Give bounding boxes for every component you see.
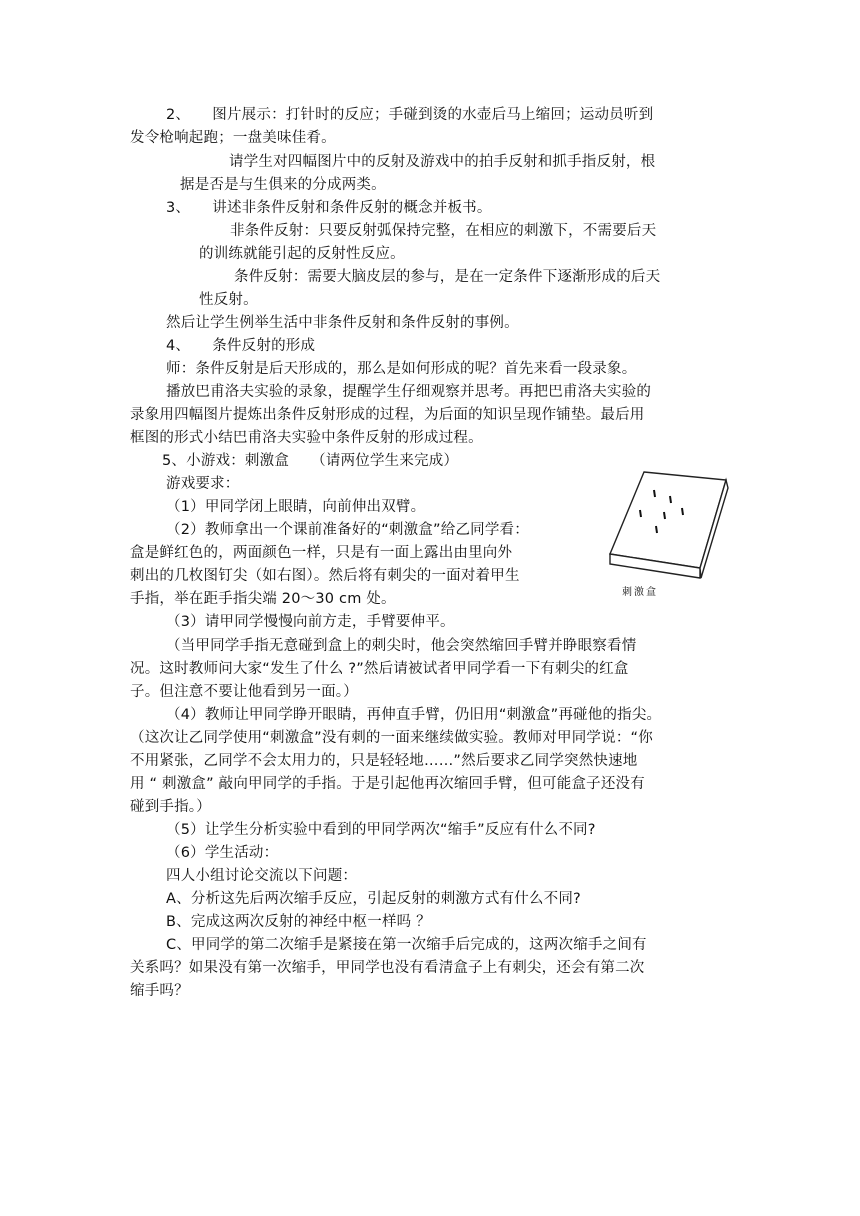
- text-line: 游戏要求：: [166, 476, 240, 492]
- text-line: 3、 讲述非条件反射和条件反射的概念并板书。: [166, 200, 492, 216]
- text-line: 子。但注意不要让他看到另一面。）: [130, 684, 358, 700]
- text-line: 4、 条件反射的形成: [166, 338, 316, 354]
- text-line: 缩手吗？: [130, 983, 189, 999]
- text-line: （2）教师拿出一个课前准备好的“刺激盒”给乙同学看：: [166, 522, 529, 538]
- text-line: 5、小游戏：刺激盒 （请两位学生来完成）: [162, 453, 459, 469]
- text-line: 碰到手指。）: [130, 799, 211, 815]
- text-line: 播放巴甫洛夫实验的录象，提醒学生仔细观察并思考。再把巴甫洛夫实验的: [166, 384, 652, 400]
- text-line: 2、 图片展示：打针时的反应；手碰到烫的水壶后马上缩回；运动员听到: [166, 107, 654, 123]
- text-line: 刺出的几枚图钉尖（如右图）。然后将有刺尖的一面对着甲生: [130, 568, 520, 584]
- text-line: C、甲同学的第二次缩手是紧接在第一次缩手后完成的，这两次缩手之间有: [166, 937, 647, 953]
- text-line: 请学生对四幅图片中的反射及游戏中的拍手反射和抓手指反射，根: [229, 154, 656, 170]
- text-line: 师：条件反射是后天形成的，那么是如何形成的呢？首先来看一段录象。: [166, 361, 637, 377]
- text-line: 用 “ 刺激盒” 敲向甲同学的手指。于是引起他再次缩回手臂，但可能盒子还没有: [130, 776, 645, 792]
- text-line: 况。这时教师问大家“发生了什么 ?”然后请被试者甲同学看一下有刺尖的红盒: [130, 661, 629, 677]
- text-line: 盒是鲜红色的，两面颜色一样，只是有一面上露出由里向外: [130, 545, 513, 561]
- text-line: B、完成这两次反射的神经中枢一样吗 ？: [166, 914, 431, 930]
- text-line: 框图的形式小结巴甫洛夫实验中条件反射的形成过程。: [130, 430, 483, 446]
- text-line: 手指，举在距手指尖端 20～30 cm 处。: [130, 591, 396, 607]
- text-line: 然后让学生例举生活中非条件反射和条件反射的事例。: [166, 315, 519, 331]
- text-line: 不用紧张，乙同学不会太用力的，只是轻轻地……”然后要求乙同学突然快速地: [130, 753, 638, 769]
- text-line: （6）学生活动：: [166, 845, 279, 861]
- text-line: A、分析这先后两次缩手反应，引起反射的刺激方式有什么不同?: [166, 891, 581, 907]
- text-line: 据是否是与生俱来的分成两类。: [180, 177, 386, 193]
- text-line: （5）让学生分析实验中看到的甲同学两次“缩手”反应有什么不同?: [166, 822, 596, 838]
- text-line: （这次让乙同学使用“刺激盒”没有刺的一面来继续做实验。教师对甲同学说：“你: [130, 730, 653, 746]
- figure-caption: 刺激盒: [622, 587, 658, 598]
- text-line: 四人小组讨论交流以下问题：: [166, 868, 358, 884]
- text-line: 关系吗？如果没有第一次缩手，甲同学也没有看清盒子上有刺尖，还会有第二次: [130, 960, 645, 976]
- text-line: 性反射。: [199, 292, 258, 308]
- text-line: （4）教师让甲同学睁开眼睛，再伸直手臂，仍旧用“刺激盒”再碰他的指尖。: [166, 707, 662, 723]
- text-line: 条件反射：需要大脑皮层的参与，是在一定条件下逐渐形成的后天: [234, 269, 661, 285]
- text-line: 非条件反射：只要反射弧保持完整，在相应的刺激下，不需要后天: [230, 223, 657, 239]
- text-line: （当甲同学手指无意碰到盒上的刺尖时，他会突然缩回手臂并睁眼察看情: [166, 638, 637, 654]
- text-line: 录象用四幅图片提炼出条件反射形成的过程，为后面的知识呈现作铺垫。最后用: [130, 407, 645, 423]
- text-line: 的训练就能引起的反射性反应。: [199, 246, 405, 262]
- text-line: （1）甲同学闭上眼睛，向前伸出双臂。: [166, 499, 426, 515]
- text-line: （3）请甲同学慢慢向前方走，手臂要伸平。: [166, 614, 455, 630]
- text-line: 发令枪响起跑；一盘美味佳肴。: [130, 130, 336, 146]
